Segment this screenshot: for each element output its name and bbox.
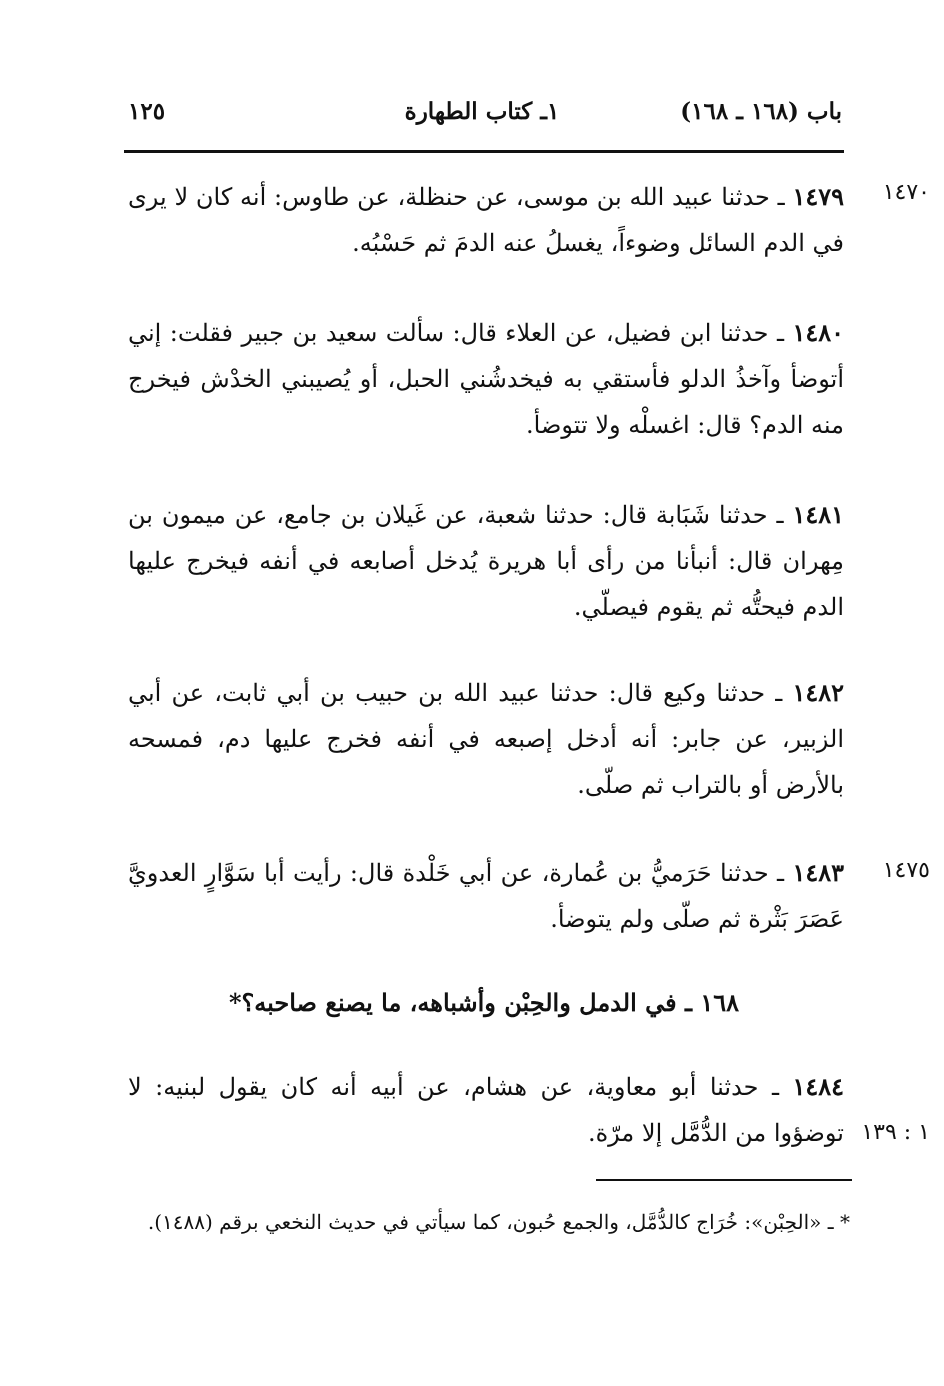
footnote: * ـ «الحِبْن»: خُرَاج كالدُّمَّل، والجمع حُبون، كما سيأتي في حديث النخعي برقم (١٤٨٨). xyxy=(147,1210,850,1234)
hadith-1479 xyxy=(128,174,844,266)
running-header xyxy=(122,92,842,132)
hadith-number: ١٤٧٩ xyxy=(792,182,844,211)
hadith-1481 xyxy=(128,492,844,630)
hadith-text: ـ حدثنا حَرَميُّ بن عُمارة، عن أبي خَلْدة قال: رأيت أبا سَوَّارٍ العدويَّ عَصَرَ بَثْرة ثم صلّى ولم يتوضأ. xyxy=(128,859,844,933)
margin-ref: ١ : ١٣٩ xyxy=(861,1120,930,1145)
hadith-1482 xyxy=(128,670,844,808)
hadith-number: ١٤٨١ xyxy=(792,500,844,529)
hadith-text: ـ حدثنا وكيع قال: حدثنا عبيد الله بن حبيب بن أبي ثابت، عن أبي الزبير، عن جابر: أنه أدخل إصبعه في أنفه فخرج عليها دم، فمسحه بالأرض أو بالتراب ثم صلّى. xyxy=(128,679,845,799)
header-rule xyxy=(124,150,844,153)
hadith-number: ١٤٨٤ xyxy=(792,1072,844,1101)
hadith-text: ـ حدثنا ابن فضيل، عن العلاء قال: سألت سعيد بن جبير فقلت: إني أتوضأ وآخذُ الدلو فأستقي به فيخدشُني الحبل، أو يُصيبني الخدْش فيخرج منه الدم؟ قال: اغسلْه ولا تتوضأ. xyxy=(128,319,844,439)
hadith-1480 xyxy=(128,310,844,448)
hadith-1484 xyxy=(128,1064,844,1156)
hadith-number: ١٤٨٢ xyxy=(792,678,844,707)
margin-ref: ١٤٧٠ xyxy=(882,180,930,205)
hadith-text: ـ حدثنا عبيد الله بن موسى، عن حنظلة، عن طاوس: أنه كان لا يرى في الدم السائل وضوءاً، يغسلُ عنه الدمَ ثم حَسْبُه. xyxy=(128,183,844,257)
book-title: ١ـ كتاب الطهارة xyxy=(404,98,560,125)
hadith-number: ١٤٨٣ xyxy=(792,858,844,887)
chapter-heading: ١٦٨ ـ في الدمل والحِبْن وأشباهه، ما يصنع صاحبه؟* xyxy=(229,988,739,1017)
margin-ref: ١٤٧٥ xyxy=(882,858,930,883)
hadith-1483 xyxy=(128,850,844,942)
hadith-text: ـ حدثنا شَبَابة قال: حدثنا شعبة، عن غَيلان بن جامع، عن ميمون بن مِهران قال: أنبأنا من رأى أبا هريرة يُدخل أصابعه في أنفه فيخرج عليها الدم فيحتُّه ثم يقوم فيصلّي. xyxy=(128,501,844,621)
page-number: ١٢٥ xyxy=(128,98,166,125)
chapter-range: باب (١٦٨ ـ ١٦٨) xyxy=(680,98,842,125)
hadith-number: ١٤٨٠ xyxy=(792,318,844,347)
hadith-text: ـ حدثنا أبو معاوية، عن هشام، عن أبيه أنه كان يقول لبنيه: لا توضؤوا من الدُّمَّل إلا مرّة. xyxy=(128,1073,844,1147)
footnote-rule xyxy=(596,1179,852,1181)
